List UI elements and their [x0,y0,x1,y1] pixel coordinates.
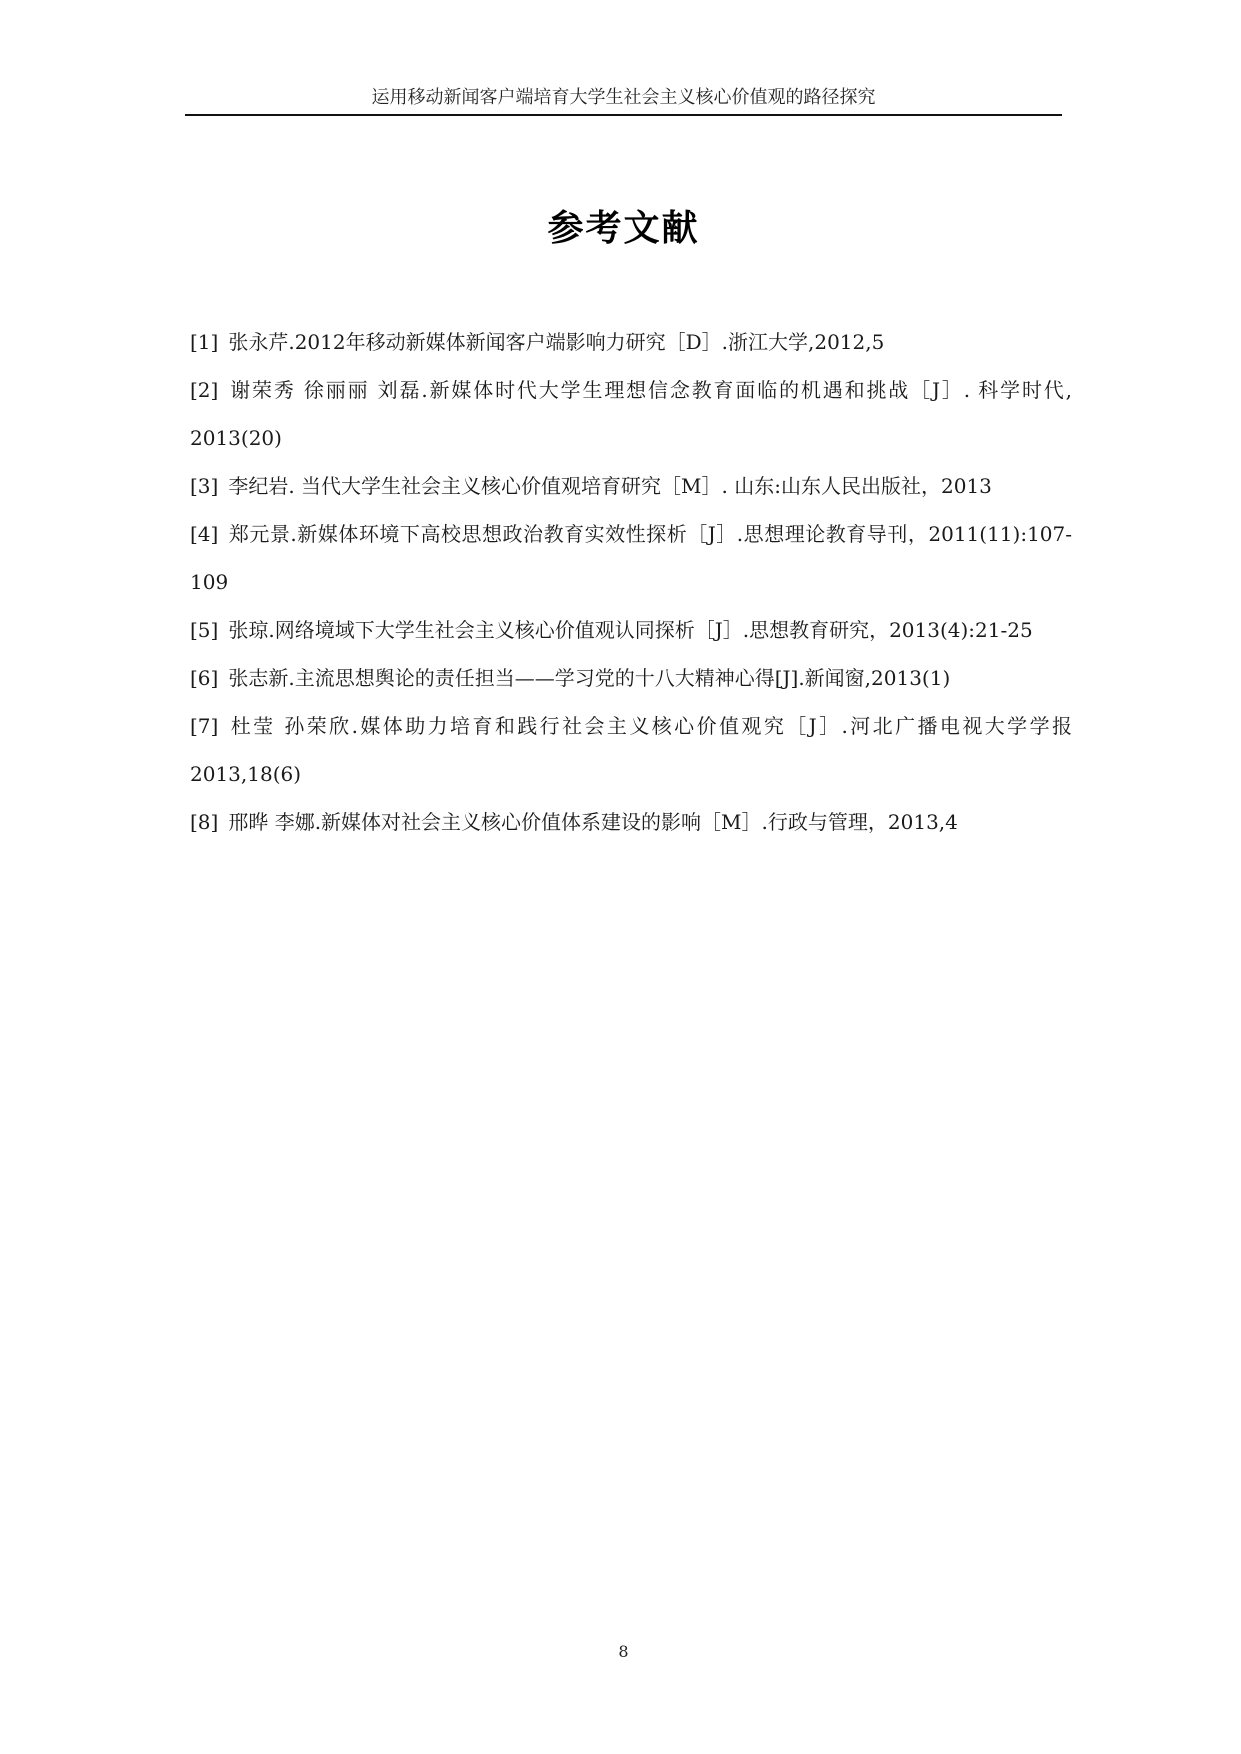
reference-list [190,318,1072,846]
reference-text: 杜莹 孙荣欣.媒体助力培育和践行社会主义核心价值观究［J］.河北广播电视大学学报2013,18(6) [190,714,1072,786]
header-rule [185,114,1062,116]
reference-text: 张志新.主流思想舆论的责任担当——学习党的十八大精神心得[J].新闻窗,2013(1) [228,666,951,690]
reference-number: [2] [190,378,219,402]
reference-item-2 [190,366,1072,462]
reference-item-5 [190,606,1072,654]
reference-item-7 [190,702,1072,798]
reference-number: [3] [190,474,219,498]
reference-item-8 [190,798,1072,846]
reference-number: [6] [190,666,219,690]
running-header: 运用移动新闻客户端培育大学生社会主义核心价值观的路径探究 [371,87,876,108]
reference-text: 张琼.网络境域下大学生社会主义核心价值观认同探析［J］.思想教育研究，2013(4):21-25 [228,618,1033,642]
reference-text: 邢晔 李娜.新媒体对社会主义核心价值体系建设的影响［M］.行政与管理，2013,4 [228,810,958,834]
reference-text: 李纪岩. 当代大学生社会主义核心价值观培育研究［M］. 山东:山东人民出版社，2013 [228,474,992,498]
reference-item-4 [190,510,1072,606]
reference-item-6 [190,654,1072,702]
reference-text: 谢荣秀 徐丽丽 刘磊.新媒体时代大学生理想信念教育面临的机遇和挑战［J］. 科学时代, 2013(20) [190,378,1072,450]
page-title: 参考文献 [547,208,700,249]
reference-number: [1] [190,330,219,354]
reference-item-1 [190,318,1072,366]
reference-number: [4] [190,522,219,546]
reference-number: [8] [190,810,219,834]
reference-item-3 [190,462,1072,510]
reference-text: 张永芹.2012年移动新媒体新闻客户端影响力研究［D］.浙江大学,2012,5 [228,330,885,354]
page-number: 8 [618,1642,629,1661]
reference-text: 郑元景.新媒体环境下高校思想政治教育实效性探析［J］.思想理论教育导刊，2011(11):107-109 [190,522,1072,594]
reference-number: [5] [190,618,219,642]
reference-number: [7] [190,714,219,738]
